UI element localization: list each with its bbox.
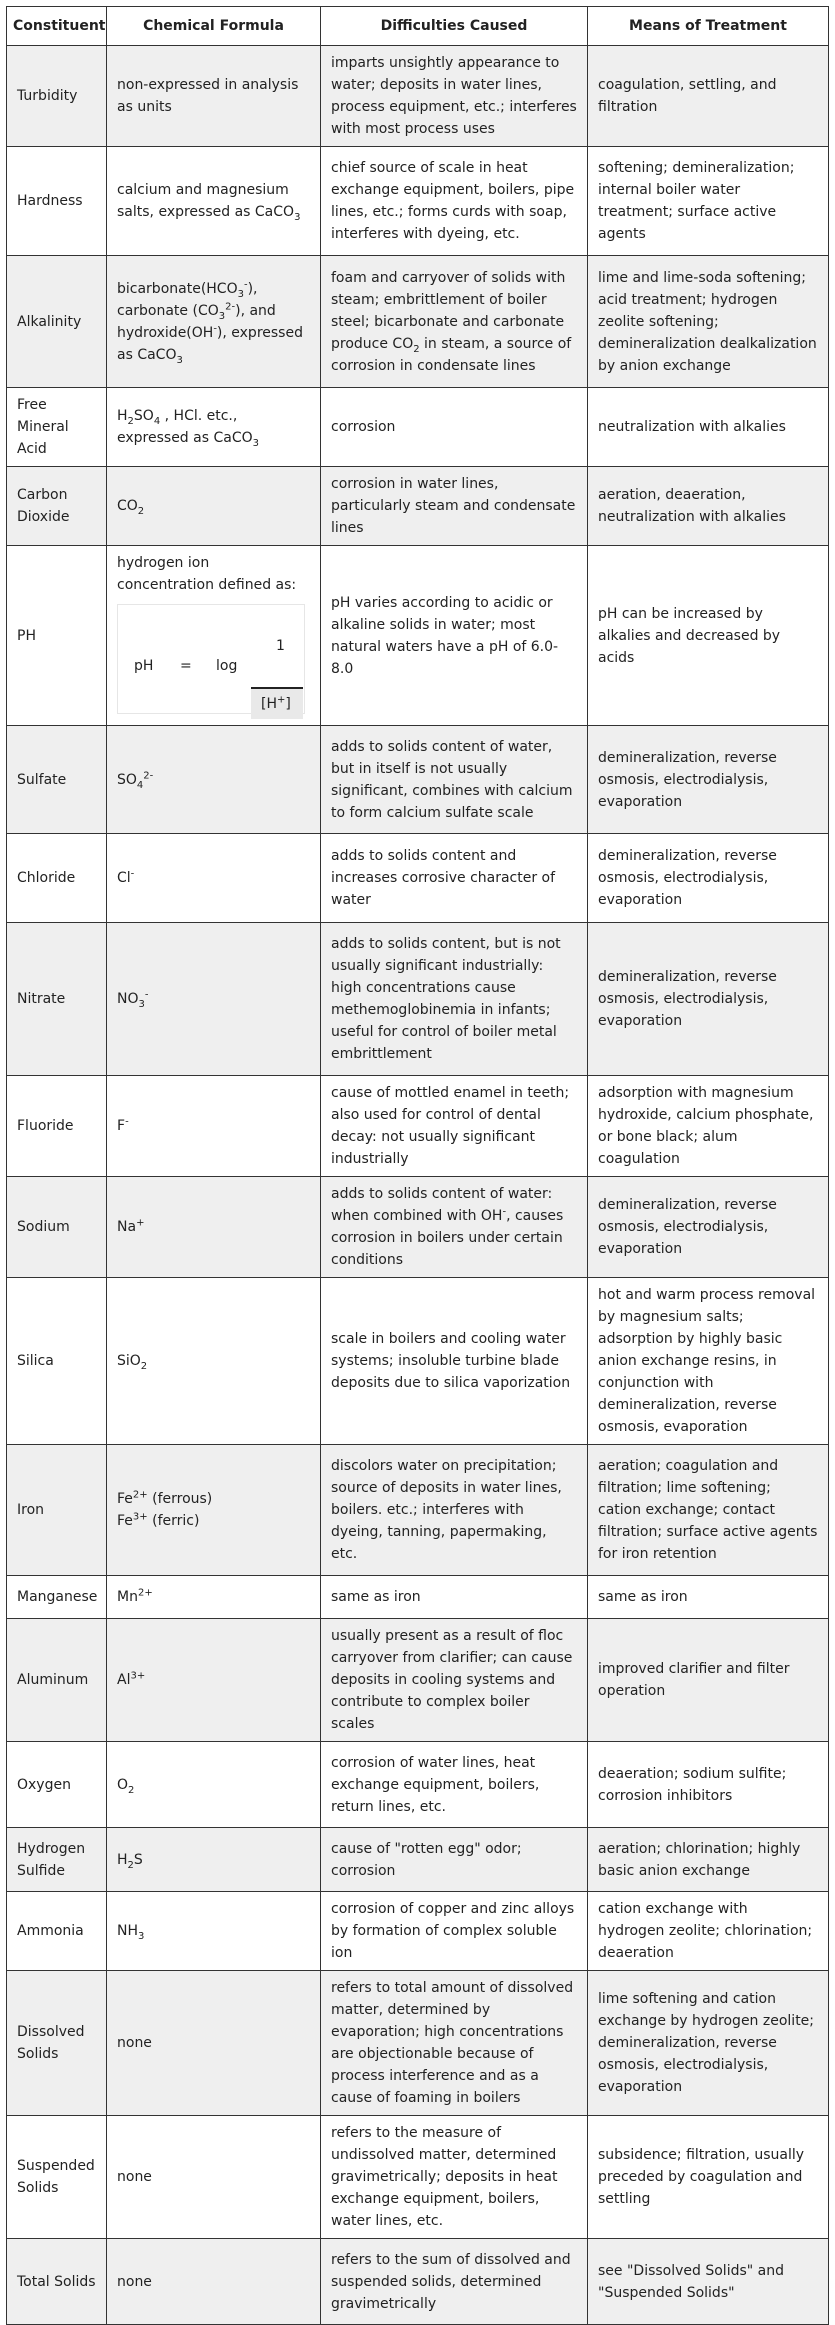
formula-cell: Na+ <box>107 1177 321 1278</box>
header-difficulties: Difficulties Caused <box>321 7 588 46</box>
constituent-cell: Iron <box>7 1445 107 1576</box>
difficulties-cell: adds to solids content of water, but in itself is not usually significant, combines with calcium to form calcium sulfate scale <box>321 726 588 834</box>
difficulties-cell: adds to solids content and increases corrosive character of water <box>321 834 588 923</box>
ph-fraction-bar <box>251 687 303 689</box>
formula-cell: $SO_4^{2-}$ <box>107 726 321 834</box>
treatment-cell: adsorption with magnesium hydroxide, calcium phosphate, or bone black; alum coagulation <box>588 1076 829 1177</box>
formula-cell: $bicarbonate(HCO_3^-)$, carbonate $(CO_3^{2-})$, and hydroxide(OH-), expressed as CaCO$_3$ <box>107 256 321 388</box>
difficulties-cell: refers to total amount of dissolved matter, determined by evaporation; high concentrations are objectionable because of process interference and as a cause of foaming in boilers <box>321 1971 588 2116</box>
constituent-cell: Fluoride <box>7 1076 107 1177</box>
constituent-cell: Suspended Solids <box>7 2116 107 2239</box>
difficulties-cell: cause of "rotten egg" odor; corrosion <box>321 1828 588 1892</box>
difficulties-cell: pH varies according to acidic or alkaline solids in water; most natural waters have a pH of 6.0-8.0 <box>321 546 588 726</box>
ph-lhs: pH <box>134 658 154 674</box>
difficulties-cell: scale in boilers and cooling water systems; insoluble turbine blade deposits due to silica vaporization <box>321 1278 588 1445</box>
difficulties-cell: usually present as a result of floc carryover from clarifier; can cause deposits in cooling systems and contribute to complex boiler scales <box>321 1619 588 1742</box>
constituent-cell: Free Mineral Acid <box>7 388 107 467</box>
formula-cell: $NO_3^-$ <box>107 923 321 1076</box>
difficulties-cell: corrosion of water lines, heat exchange equipment, boilers, return lines, etc. <box>321 1742 588 1828</box>
difficulties-cell: refers to the sum of dissolved and suspended solids, determined gravimetrically <box>321 2239 588 2325</box>
ph-denominator: [H+] <box>261 694 291 712</box>
treatment-cell: see "Dissolved Solids" and "Suspended Solids" <box>588 2239 829 2325</box>
table-row <box>7 1177 829 1278</box>
treatment-cell: aeration, deaeration, neutralization with alkalies <box>588 467 829 546</box>
table-row <box>7 46 829 147</box>
table-row <box>7 256 829 388</box>
formula-cell: $Mn^{2+}$ <box>107 1576 321 1619</box>
table-row <box>7 1742 829 1828</box>
constituent-cell: Carbon Dioxide <box>7 467 107 546</box>
table-row <box>7 2116 829 2239</box>
ph-equals: = <box>180 658 192 674</box>
constituent-cell: Dissolved Solids <box>7 1971 107 2116</box>
treatment-cell: demineralization, reverse osmosis, electrodialysis, evaporation <box>588 923 829 1076</box>
formula-cell: calcium and magnesium salts, expressed as CaCO$_3$ <box>107 147 321 256</box>
treatment-cell: same as iron <box>588 1576 829 1619</box>
constituent-cell: Aluminum <box>7 1619 107 1742</box>
constituent-cell: Nitrate <box>7 923 107 1076</box>
treatment-cell: aeration; chlorination; highly basic anion exchange <box>588 1828 829 1892</box>
treatment-cell: demineralization, reverse osmosis, electrodialysis, evaporation <box>588 834 829 923</box>
header-chemical-formula: Chemical Formula <box>107 7 321 46</box>
difficulties-cell: adds to solids content, but is not usually significant industrially: high concentrations cause methemoglobinemia in infants; useful for control of boiler metal embrittlement <box>321 923 588 1076</box>
treatment-cell: pH can be increased by alkalies and decreased by acids <box>588 546 829 726</box>
treatment-cell: demineralization, reverse osmosis, electrodialysis, evaporation <box>588 726 829 834</box>
constituent-cell: Oxygen <box>7 1742 107 1828</box>
table-row <box>7 1828 829 1892</box>
constituent-cell: Alkalinity <box>7 256 107 388</box>
treatment-cell: cation exchange with hydrogen zeolite; chlorination; deaeration <box>588 1892 829 1971</box>
difficulties-cell: chief source of scale in heat exchange equipment, boilers, pipe lines, etc.; forms curds with soap, interferes with dyeing, etc. <box>321 147 588 256</box>
formula-cell: SiO$_2$ <box>107 1278 321 1445</box>
table-row <box>7 147 829 256</box>
difficulties-cell: cause of mottled enamel in teeth; also used for control of dental decay: not usually significant industrially <box>321 1076 588 1177</box>
treatment-cell: softening; demineralization; internal boiler water treatment; surface active agents <box>588 147 829 256</box>
formula-cell: F- <box>107 1076 321 1177</box>
header-constituent: Constituent <box>7 7 107 46</box>
treatment-cell: improved clarifier and filter operation <box>588 1619 829 1742</box>
treatment-cell: aeration; coagulation and filtration; lime softening; cation exchange; contact filtration; surface active agents for iron retention <box>588 1445 829 1576</box>
treatment-cell: demineralization, reverse osmosis, electrodialysis, evaporation <box>588 1177 829 1278</box>
formula-cell: $NH_3$ <box>107 1892 321 1971</box>
ph-numerator: 1 <box>276 638 285 654</box>
constituent-cell: Total Solids <box>7 2239 107 2325</box>
difficulties-cell: corrosion <box>321 388 588 467</box>
header-row <box>7 7 829 46</box>
constituent-cell: Sodium <box>7 1177 107 1278</box>
treatment-cell: subsidence; filtration, usually preceded by coagulation and settling <box>588 2116 829 2239</box>
constituent-cell: Ammonia <box>7 1892 107 1971</box>
formula-cell: Cl- <box>107 834 321 923</box>
table-row <box>7 1278 829 1445</box>
difficulties-cell: refers to the measure of undissolved matter, determined gravimetrically; deposits in heat exchange equipment, boilers, water lines, etc. <box>321 2116 588 2239</box>
formula-cell: none <box>107 2116 321 2239</box>
treatment-cell: deaeration; sodium sulfite; corrosion inhibitors <box>588 1742 829 1828</box>
constituent-cell: Turbidity <box>7 46 107 147</box>
treatment-cell: hot and warm process removal by magnesium salts; adsorption by highly basic anion exchange resins, in conjunction with demineralization, reverse osmosis, evaporation <box>588 1278 829 1445</box>
table-row <box>7 726 829 834</box>
difficulties-cell: same as iron <box>321 1576 588 1619</box>
constituent-cell: PH <box>7 546 107 726</box>
header-treatment: Means of Treatment <box>588 7 829 46</box>
table-row <box>7 1892 829 1971</box>
table-row <box>7 1445 829 1576</box>
table-row <box>7 923 829 1076</box>
formula-cell <box>107 546 321 726</box>
formula-cell: $Fe^{2+}$ (ferrous) $Fe^{3+}$ (ferric) <box>107 1445 321 1576</box>
ph-definition-text: hydrogen ion concentration defined as: <box>117 555 297 593</box>
treatment-cell: coagulation, settling, and filtration <box>588 46 829 147</box>
table-row <box>7 2239 829 2325</box>
treatment-cell: neutralization with alkalies <box>588 388 829 467</box>
formula-cell: non-expressed in analysis as units <box>107 46 321 147</box>
formula-cell: none <box>107 2239 321 2325</box>
treatment-cell: lime and lime-soda softening; acid treatment; hydrogen zeolite softening; demineralization dealkalization by anion exchange <box>588 256 829 388</box>
table-row <box>7 1971 829 2116</box>
difficulties-cell: discolors water on precipitation; source of deposits in water lines, boilers. etc.; interferes with dyeing, tanning, papermaking, etc. <box>321 1445 588 1576</box>
formula-cell: $H_2S$ <box>107 1828 321 1892</box>
difficulties-cell: corrosion in water lines, particularly steam and condensate lines <box>321 467 588 546</box>
constituent-cell: Sulfate <box>7 726 107 834</box>
difficulties-cell: imparts unsightly appearance to water; deposits in water lines, process equipment, etc.; interferes with most process uses <box>321 46 588 147</box>
ph-formula <box>117 604 305 714</box>
table-row <box>7 1576 829 1619</box>
constituent-cell: Silica <box>7 1278 107 1445</box>
difficulties-cell: adds to solids content of water: when combined with OH-, causes corrosion in boilers under certain conditions <box>321 1177 588 1278</box>
constituent-cell: Manganese <box>7 1576 107 1619</box>
formula-cell: $H_2SO_4$ , HCl. etc., expressed as CaCO$_3$ <box>107 388 321 467</box>
constituent-cell: Hydrogen Sulfide <box>7 1828 107 1892</box>
formula-cell: $Al^{3+}$ <box>107 1619 321 1742</box>
water-constituents-table <box>6 6 829 2325</box>
constituent-cell: Hardness <box>7 147 107 256</box>
table-row <box>7 834 829 923</box>
table-row <box>7 388 829 467</box>
table-row <box>7 1076 829 1177</box>
formula-cell: none <box>107 1971 321 2116</box>
table-row <box>7 1619 829 1742</box>
ph-log: log <box>216 658 238 674</box>
difficulties-cell: foam and carryover of solids with steam; embrittlement of boiler steel; bicarbonate and carbonate produce $CO_2$ in steam, a source of corrosion in condensate lines <box>321 256 588 388</box>
formula-cell: $O_2$ <box>107 1742 321 1828</box>
table-row <box>7 467 829 546</box>
formula-cell: $CO_2$ <box>107 467 321 546</box>
constituent-cell: Chloride <box>7 834 107 923</box>
table-row <box>7 546 829 726</box>
treatment-cell: lime softening and cation exchange by hydrogen zeolite; demineralization, reverse osmosis, electrodialysis, evaporation <box>588 1971 829 2116</box>
difficulties-cell: corrosion of copper and zinc alloys by formation of complex soluble ion <box>321 1892 588 1971</box>
